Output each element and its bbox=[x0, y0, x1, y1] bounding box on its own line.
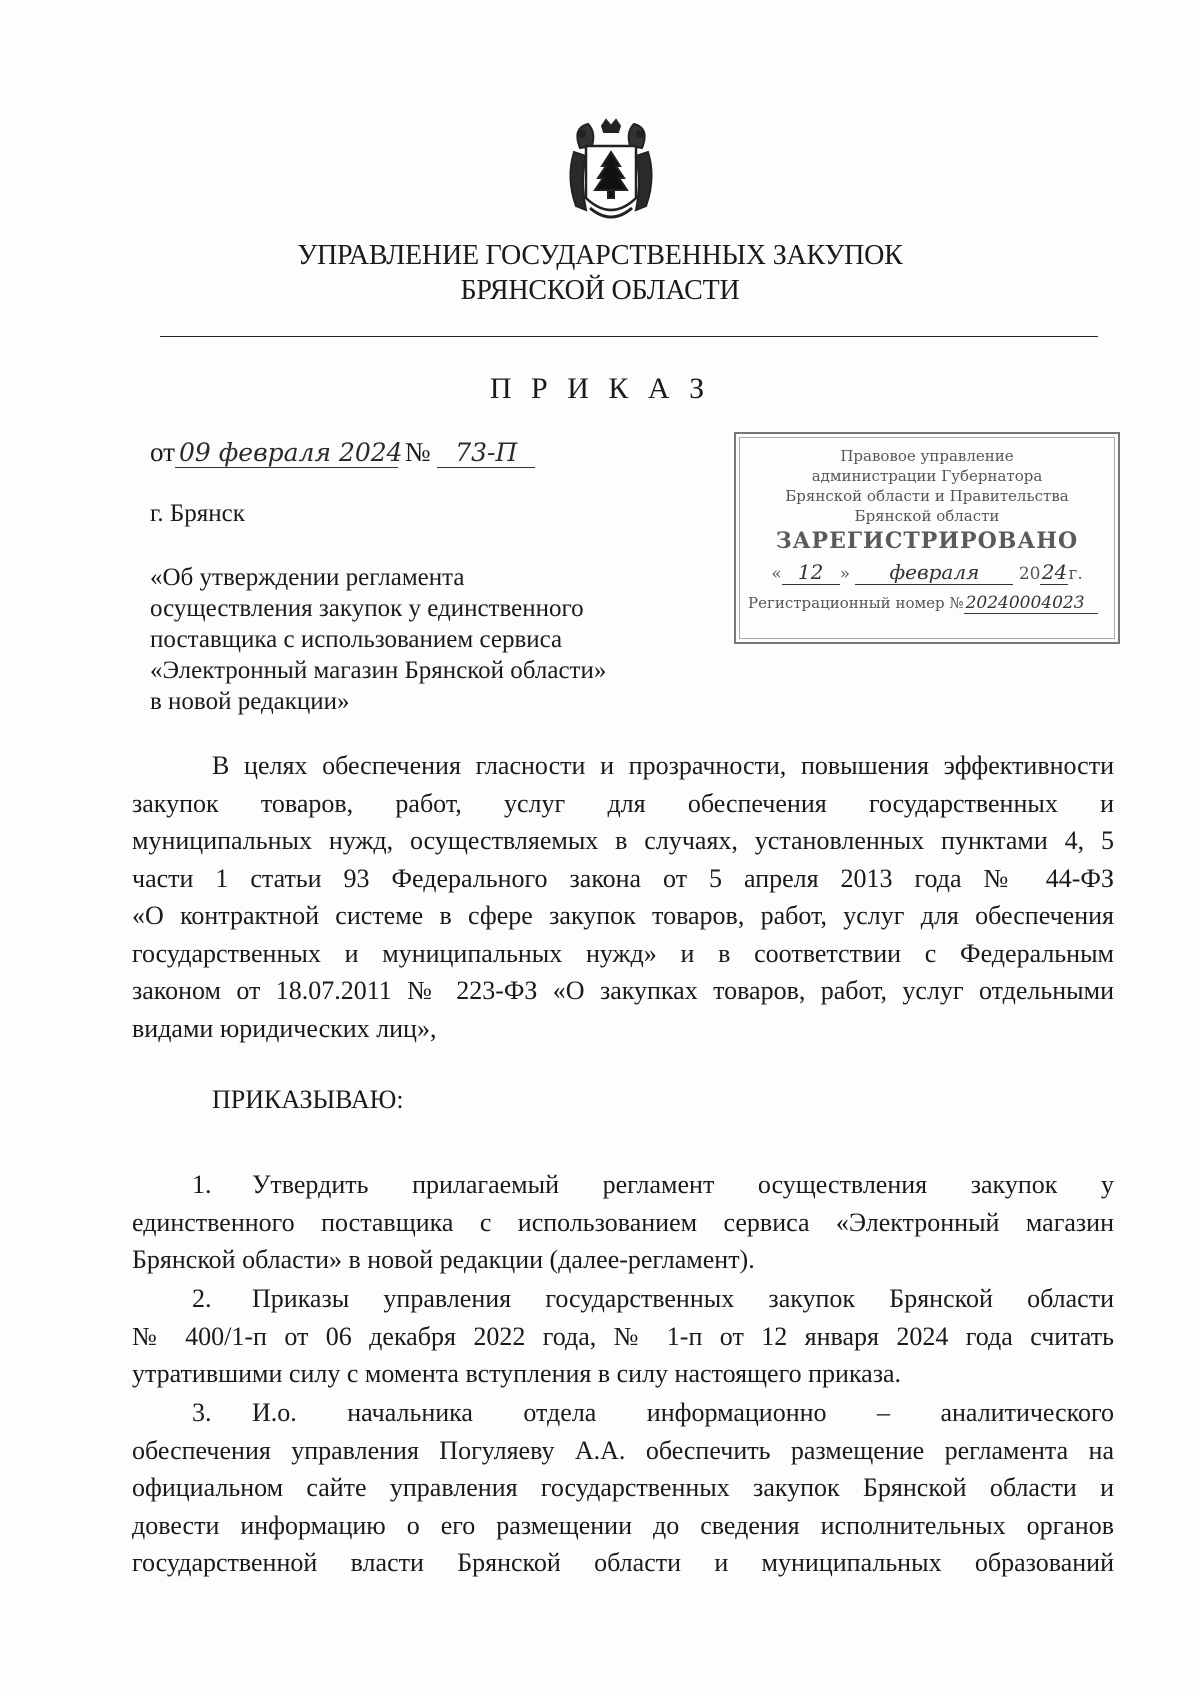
stamp-regno-label: Регистрационный номер № bbox=[748, 594, 964, 612]
stamp-registered: ЗАРЕГИСТРИРОВАНО bbox=[775, 528, 1079, 554]
stamp-regno-value: 20240004023 bbox=[964, 593, 1098, 614]
text-line: В целях обеспечения гласности и прозрачности, повышения эффективности bbox=[212, 751, 1114, 780]
subject-line: «Об утверждении регламента bbox=[150, 564, 465, 591]
text-line: Брянской области» в новой редакции (далее-регламент). bbox=[132, 1245, 755, 1274]
text-line: единственного поставщика с использованием сервиса «Электронный магазин bbox=[132, 1207, 1114, 1237]
text-line bbox=[132, 1166, 1114, 1204]
text-line: довести информацию о его размещении до сведения исполнительных органов bbox=[132, 1510, 1114, 1540]
text-line: закупок товаров, работ, услуг для обеспечения государственных и bbox=[132, 788, 1114, 818]
order-item-3 bbox=[132, 1394, 1114, 1582]
item-number: 3. bbox=[192, 1398, 212, 1427]
date-prefix: от bbox=[150, 437, 175, 467]
stamp-year-prefix: 20 bbox=[1018, 564, 1041, 584]
text-line: государственных и муниципальных нужд» и в соответствии с Федеральным bbox=[132, 938, 1114, 968]
text-line bbox=[132, 1280, 1114, 1318]
stamp-line: Правовое управление bbox=[840, 447, 1014, 465]
number-prefix: № bbox=[404, 437, 431, 467]
handwritten-date: 09 февраля 2024 bbox=[175, 438, 398, 468]
city: г. Брянск bbox=[150, 500, 245, 527]
text-line: официальном сайте управления государственных закупок Брянской области и bbox=[132, 1473, 1114, 1502]
text-line: обеспечения управления Погуляеву А.А. обеспечить размещение регламента на bbox=[132, 1435, 1114, 1465]
order-item-2 bbox=[132, 1280, 1114, 1393]
subject-line: осуществления закупок у единственного bbox=[150, 595, 584, 622]
document-subject bbox=[150, 562, 690, 717]
stamp-line: Брянской области bbox=[854, 507, 1000, 525]
subject-line: «Электронный магазин Брянской области» bbox=[150, 657, 607, 684]
stamp-year-abbr: г. bbox=[1068, 564, 1083, 584]
text-line: муниципальных нужд, осуществляемых в случаях, установленных пунктами 4, 5 bbox=[132, 826, 1114, 855]
item-text: И.о. начальника отдела информационно – аналитического bbox=[252, 1398, 1114, 1427]
item-number: 1. bbox=[192, 1170, 212, 1199]
item-text: Утвердить прилагаемый регламент осуществления закупок у bbox=[252, 1170, 1114, 1199]
stamp-year-suffix: 24 bbox=[1041, 560, 1068, 584]
registration-stamp bbox=[734, 432, 1120, 644]
stamp-close-quote: » bbox=[839, 564, 851, 584]
subject-line: в новой редакции» bbox=[150, 688, 350, 715]
stamp-month: февраля bbox=[855, 560, 1013, 585]
item-number: 2. bbox=[192, 1284, 212, 1313]
org-name-line1: УПРАВЛЕНИЕ ГОСУДАРСТВЕННЫХ ЗАКУПОК bbox=[297, 240, 903, 271]
stamp-day: 12 bbox=[782, 560, 840, 585]
stamp-open-quote: « bbox=[771, 564, 782, 584]
stamp-date bbox=[736, 560, 1118, 585]
stamp-line: администрации Губернатора bbox=[811, 467, 1043, 485]
text-line: № 400/1-п от 06 декабря 2022 года, № 1-п от 12 января 2024 года считать bbox=[132, 1321, 1114, 1351]
handwritten-number: 73-П bbox=[437, 438, 535, 468]
document-title: П Р И К А З bbox=[489, 372, 711, 405]
order-item-1 bbox=[132, 1166, 1114, 1279]
item-text: Приказы управления государственных закупок Брянской области bbox=[252, 1284, 1114, 1313]
stamp-regno bbox=[736, 593, 1118, 614]
stamp-line: Брянской области и Правительства bbox=[785, 487, 1069, 505]
text-line: законом от 18.07.2011 № 223-ФЗ «О закупках товаров, работ, услуг отдельными bbox=[132, 976, 1114, 1005]
org-name-line2: БРЯНСКОЙ ОБЛАСТИ bbox=[460, 275, 740, 306]
header-divider bbox=[160, 336, 1098, 337]
text-line: государственной власти Брянской области и муниципальных образований bbox=[132, 1548, 1114, 1577]
order-word: ПРИКАЗЫВАЮ: bbox=[212, 1085, 404, 1114]
date-number-line bbox=[150, 437, 535, 468]
text-line: видами юридических лиц», bbox=[132, 1013, 437, 1043]
subject-line: поставщика с использованием сервиса bbox=[150, 626, 563, 653]
preamble-paragraph bbox=[132, 747, 1114, 1047]
text-line: утратившими силу с момента вступления в силу настоящего приказа. bbox=[132, 1359, 902, 1388]
bryansk-coat-of-arms-icon bbox=[562, 118, 660, 230]
text-line bbox=[132, 1394, 1114, 1432]
text-line: части 1 статьи 93 Федерального закона от 5 апреля 2013 года № 44-ФЗ bbox=[132, 863, 1114, 893]
text-line: «О контрактной системе в сфере закупок товаров, работ, услуг для обеспечения bbox=[132, 901, 1114, 930]
